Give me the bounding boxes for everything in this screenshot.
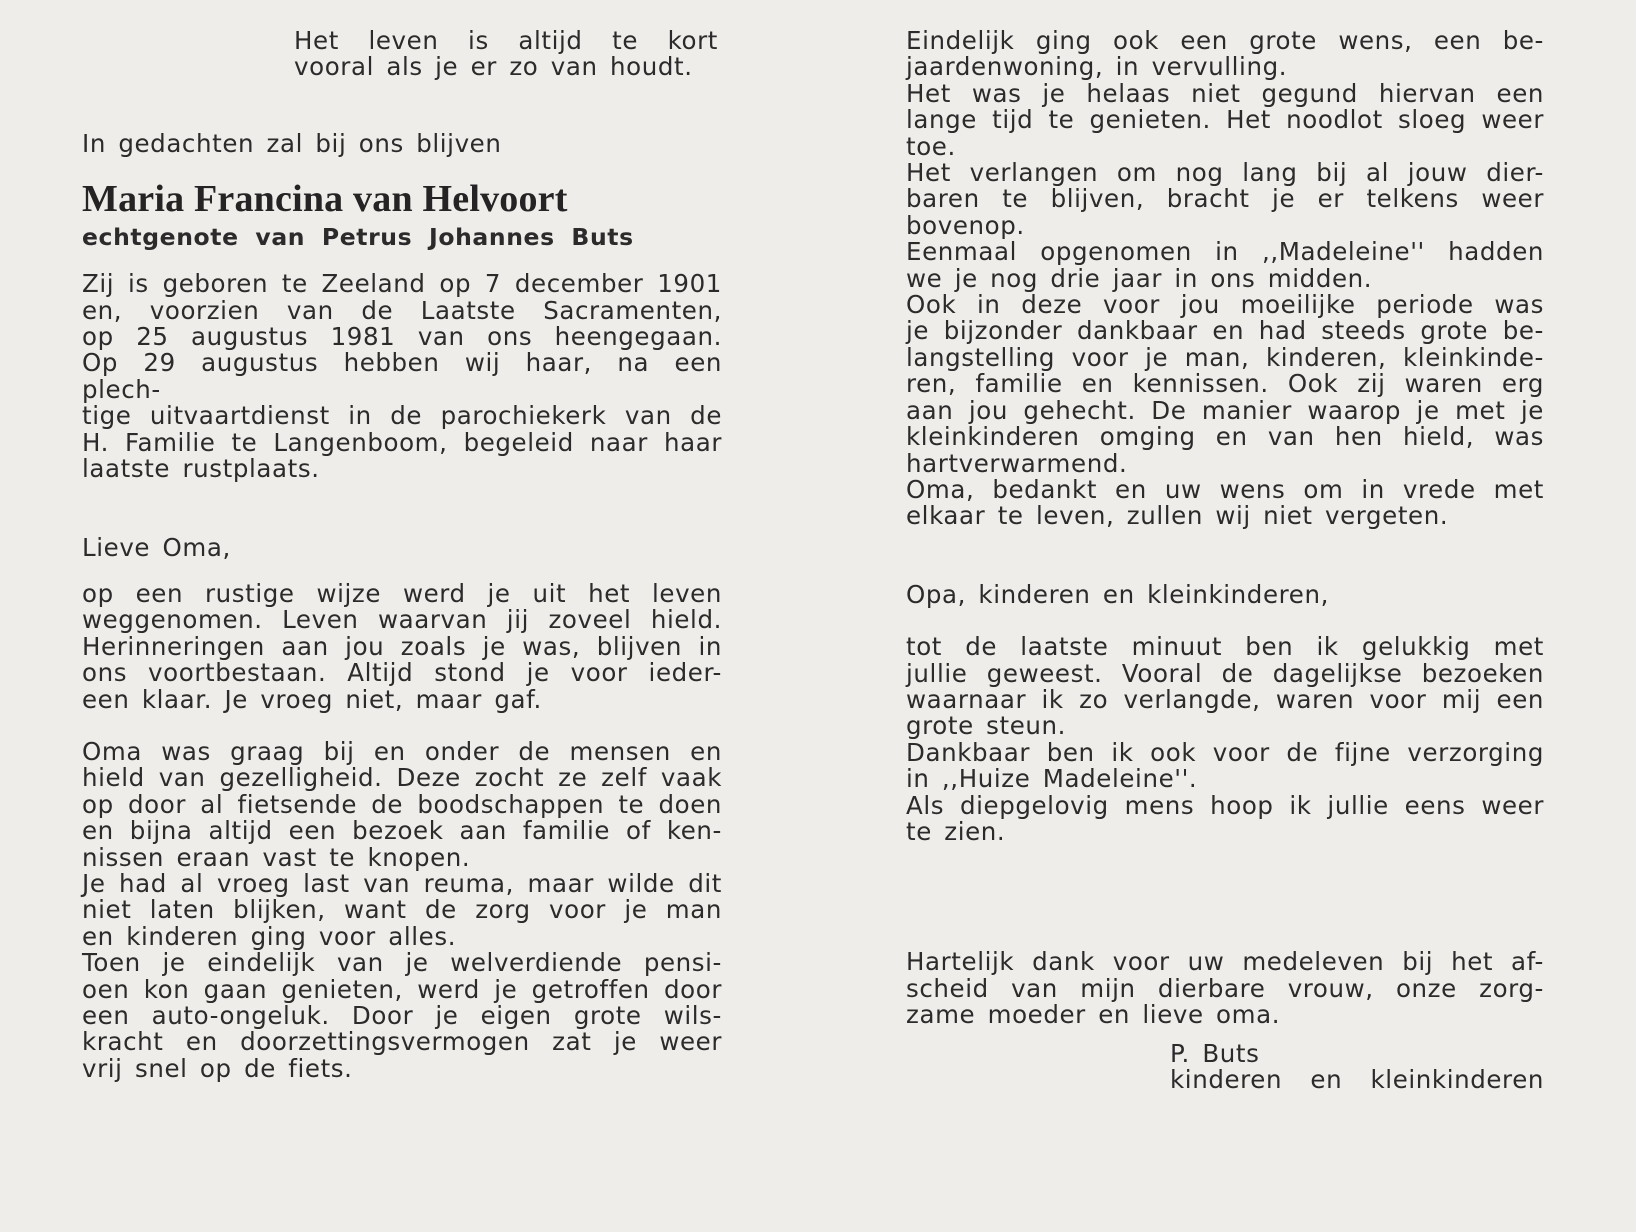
paragraph-line: Hartelijk dank voor uw medeleven bij het af- <box>906 947 1544 977</box>
paragraph-line: je bijzonder dankbaar en had steeds grote be- <box>906 316 1544 346</box>
paragraph-line: oen kon gaan genieten, werd je getroffen door <box>82 974 722 1004</box>
bio-line: laatste rustplaats. <box>82 454 320 484</box>
paragraph-3 <box>906 28 1544 530</box>
bio-line: H. Familie te Langenboom, begeleid naar haar <box>82 427 722 457</box>
paragraph-line: waarnaar ik zo verlangde, waren voor mij een <box>906 684 1544 714</box>
paragraph-line: nissen eraan vast te knopen. <box>82 842 471 872</box>
signature <box>1170 1038 1544 1094</box>
paragraph-1 <box>82 578 722 714</box>
paragraph-line: kleinkinderen omging en van hen hield, was <box>906 422 1544 452</box>
paragraph-line: Oma, bedankt en uw wens om in vrede met <box>906 474 1544 504</box>
left-column <box>82 28 722 1082</box>
paragraph-line: in ,,Huize Madeleine''. <box>906 764 1198 794</box>
bio-line: op 25 augustus 1981 van ons heengegaan. <box>82 322 722 352</box>
paragraph-line: tot de laatste minuut ben ik gelukkig met <box>906 632 1544 662</box>
paragraph-line: en kinderen ging voor alles. <box>82 921 457 951</box>
salutation: Opa, kinderen en kleinkinderen, <box>906 579 1329 609</box>
paragraph-line: jullie geweest. Vooral de dagelijkse bezoeken <box>906 658 1544 688</box>
motto-line: vooral als je er zo van houdt. <box>294 52 693 82</box>
paragraph-line: Dankbaar ben ik ook voor de fijne verzorging <box>906 737 1544 767</box>
paragraph-line: ren, familie en kennissen. Ook zij waren erg <box>906 369 1544 399</box>
paragraph-line: jaardenwoning, in vervulling. <box>906 52 1288 82</box>
paragraph-line: bovenop. <box>906 210 1025 240</box>
paragraph-line: langstelling voor je man, kinderen, kleinkinde- <box>906 342 1544 372</box>
motto <box>294 28 718 81</box>
right-column <box>906 28 1544 1093</box>
paragraph-line: elkaar te leven, zullen wij niet vergeten. <box>906 501 1449 531</box>
paragraph-line: ons voortbestaan. Altijd stond je voor ieder- <box>82 658 722 688</box>
paragraph-line: scheid van mijn dierbare vrouw, onze zorg- <box>906 973 1544 1003</box>
bio-line: Zij is geboren te Zeeland op 7 december 1901 <box>82 269 722 299</box>
paragraph-line: aan jou gehecht. De manier waarop je met je <box>906 395 1544 425</box>
bio-line: Op 29 augustus hebben wij haar, na een plech- <box>82 348 722 404</box>
paragraph-line: baren te blijven, bracht je er telkens weer <box>906 184 1544 214</box>
paragraph-line: Eenmaal opgenomen in ,,Madeleine'' hadden <box>906 237 1544 267</box>
paragraph-line: een klaar. Je vroeg niet, maar gaf. <box>82 684 542 714</box>
paragraph-line: Toen je eindelijk van je welverdiende pensi- <box>82 948 722 978</box>
deceased-name: Maria Francina van Helvoort <box>82 178 568 221</box>
paragraph-line: Je had al vroeg last van reuma, maar wilde dit <box>82 868 722 898</box>
biography <box>82 271 722 482</box>
paragraph-line: grote steun. <box>906 711 1067 741</box>
paragraph-line: weggenomen. Leven waarvan jij zoveel hield. <box>82 605 722 635</box>
paragraph-line: Oma was graag bij en onder de mensen en <box>82 736 722 766</box>
paragraph-line: een auto-ongeluk. Door je eigen grote wils- <box>82 1000 722 1030</box>
paragraph-line: lange tijd te genieten. Het noodlot sloeg weer <box>906 105 1544 135</box>
greeting: Lieve Oma, <box>82 533 231 563</box>
paragraph-4 <box>906 634 1544 845</box>
signature-line: kinderen en kleinkinderen <box>1170 1065 1544 1094</box>
intro-text: In gedachten zal bij ons blijven <box>82 128 502 158</box>
paragraph-line: zame moeder en lieve oma. <box>906 1000 1281 1030</box>
thanks-paragraph <box>906 949 1544 1028</box>
bio-line: tige uitvaartdienst in de parochiekerk van de <box>82 401 722 431</box>
paragraph-line: hartverwarmend. <box>906 448 1128 478</box>
paragraph-line: op een rustige wijze werd je uit het leven <box>82 578 722 608</box>
paragraph-line: Als diepgelovig mens hoop ik jullie eens weer <box>906 790 1544 820</box>
paragraph-line: toe. <box>906 131 956 161</box>
paragraph-line: Het was je helaas niet gegund hiervan een <box>906 78 1544 108</box>
paragraph-line: Het verlangen om nog lang bij al jouw dier- <box>906 158 1544 188</box>
paragraph-line: Herinneringen aan jou zoals je was, blijven in <box>82 631 722 661</box>
paragraph-line: kracht en doorzettingsvermogen zat je weer <box>82 1027 722 1057</box>
paragraph-line: Eindelijk ging ook een grote wens, een be- <box>906 26 1544 55</box>
signature-line: P. Buts <box>1170 1038 1260 1068</box>
paragraph-line: Ook in deze voor jou moeilijke periode was <box>906 290 1544 320</box>
spouse-line: echtgenote van Petrus Johannes Buts <box>82 223 634 252</box>
paragraph-line: te zien. <box>906 816 1006 846</box>
motto-line: Het leven is altijd te kort <box>294 26 718 55</box>
paragraph-line: niet laten blijken, want de zorg voor je man <box>82 895 722 925</box>
paragraph-line: op door al fietsende de boodschappen te doen <box>82 789 722 819</box>
paragraph-line: we je nog drie jaar in ons midden. <box>906 263 1373 293</box>
paragraph-line: en bijna altijd een bezoek aan familie of ken- <box>82 816 722 846</box>
paragraph-2 <box>82 736 722 1083</box>
paragraph-line: hield van gezelligheid. Deze zocht ze zelf vaak <box>82 763 722 793</box>
paragraph-line: vrij snel op de fiets. <box>82 1053 353 1083</box>
bio-line: en, voorzien van de Laatste Sacramenten, <box>82 295 722 325</box>
